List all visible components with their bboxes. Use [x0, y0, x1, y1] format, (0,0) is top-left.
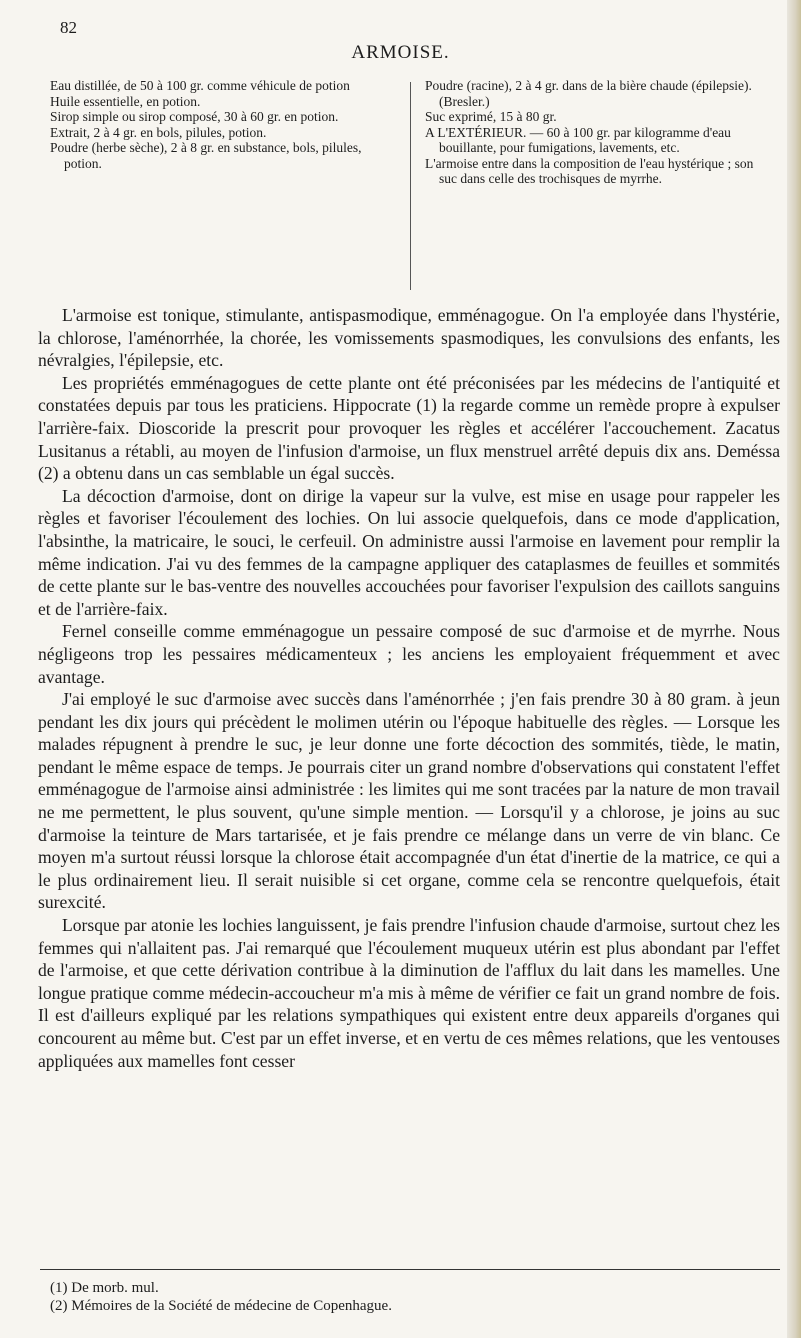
column-divider [410, 82, 411, 290]
running-title: ARMOISE. [351, 42, 450, 63]
footnote: (2) Mémoires de la Société de médecine de Copenhague. [50, 1298, 392, 1314]
body-text [38, 304, 780, 1072]
body-paragraph: L'armoise est tonique, stimulante, antispasmodique, emménagogue. On l'a employée dans l'hystérie, la chlorose, l'aménorrhée, la chorée, les vomissements spasmodiques, les convulsions des enfants, les névralgies, l'épilepsie, etc. [38, 305, 780, 371]
body-paragraph: Les propriétés emménagogues de cette plante ont été préconisées par les médecins de l'antiquité et constatées depuis par tous les praticiens. Hippocrate (1) la regarde comme un remède propre à expulser l'arrière-faix. Dioscoride la prescrit pour provoquer les règles et accélérer l'accouchement. Zacatus Lusitanus a rétabli, au moyen de l'infusion d'armoise, un flux menstruel arrêté depuis dix ans. Deméssa (2) a obtenu dans un cas semblable un égal succès. [38, 372, 780, 484]
dosage-entry: Huile essentielle, en potion. [50, 93, 201, 109]
body-paragraph: Fernel conseille comme emménagogue un pessaire composé de suc d'armoise et de myrrhe. Nous négligeons trop les pessaires médicamenteux ; les anciens les employaient fréquemment et avec avantage. [38, 621, 780, 687]
dosage-entry: Suc exprimé, 15 à 80 gr. [425, 109, 557, 124]
body-paragraph: La décoction d'armoise, dont on dirige la vapeur sur la vulve, est mise en usage pour rappeler les règles et favoriser l'écoulement des lochies. On lui associe quelquefois, dans ce mode d'application, l'absinthe, la matricaire, le souci, le cerfeuil. On administre aussi l'armoise en lavement pour remplir la même indication. J'ai vu des femmes de la campagne appliquer des cataplasmes de feuilles et sommités de cette plante sur le bas-ventre des nouvelles accouchées pour favoriser l'expulsion des caillots sanguins et de l'arrière-faix. [38, 485, 780, 619]
body-paragraph: J'ai employé le suc d'armoise avec succès dans l'aménorrhée ; j'en fais prendre 30 à 80 gram. à jeun pendant les dix jours qui précèdent le molimen utérin ou l'époque habituelle des règles. — Lorsque les malades répugnent à prendre le suc, je leur donne une forte décoction des sommités, tiède, le matin, pendant le même espace de temps. Je pourrais citer un grand nombre d'observations qui constatent l'effet emménagogue de l'armoise ainsi administrée : les limites qui me sont tracées par la nature de mon travail ne me permettent, le plus souvent, qu'une simple mention. — Lorsqu'il y a chlorose, je joins au suc d'armoise la teinture de Mars tartarisée, et je fais prendre ce mélange dans un verre de vin blanc. Ce moyen m'a surtout réussi lorsque la chlorose était accompagnée d'un état d'inertie de la matrice, ce qui a le plus ordinairement lieu. Il serait nuisible si cet organe, comme cela se rencontre quelquefois, était surexcité. [38, 689, 780, 913]
footnote: (1) De morb. mul. [50, 1280, 159, 1296]
footnote-rule [40, 1269, 780, 1270]
dosage-entry: Extrait, 2 à 4 gr. en bols, pilules, potion. [50, 124, 267, 140]
dosage-entry: Poudre (racine), 2 à 4 gr. dans de la bière chaude (épilepsie). (Bresler.) [425, 78, 752, 109]
dosage-entry: Poudre (herbe sèche), 2 à 8 gr. en substance, bols, pilules, potion. [50, 140, 362, 171]
page-edge [787, 0, 801, 1338]
page-number: 82 [60, 18, 77, 37]
dosage-entry: Eau distillée, de 50 à 100 gr. comme véhicule de potion [50, 78, 350, 93]
dosage-column-left [50, 78, 395, 171]
dosage-entry: L'armoise entre dans la composition de l'eau hystérique ; son suc dans celle des trochisques de myrrhe. [425, 155, 754, 186]
dosage-entry: A L'EXTÉRIEUR. — 60 à 100 gr. par kilogramme d'eau bouillante, pour fumigations, lavements, etc. [425, 124, 731, 155]
body-paragraph: Lorsque par atonie les lochies languissent, je fais prendre l'infusion chaude d'armoise, surtout chez les femmes qui n'allaitent pas. J'ai remarqué que l'écoulement muqueux utérin est plus abondant par l'effet de l'armoise, et que cette dérivation contribue à la diminution de l'afflux du lait dans les mamelles. Une longue pratique comme médecin-accoucheur m'a mis à même de vérifier ce fait un grand nombre de fois. Il est d'ailleurs expliqué par les relations sympathiques qui existent entre deux appareils d'organes qui concourent au même but. C'est par un effet inverse, et en vertu de ces mêmes relations, que les ventouses appliquées aux mamelles font cesser [38, 915, 780, 1071]
dosage-column-right [425, 78, 770, 187]
dosage-entry: Sirop simple ou sirop composé, 30 à 60 gr. en potion. [50, 109, 339, 124]
footnotes [50, 1279, 770, 1315]
